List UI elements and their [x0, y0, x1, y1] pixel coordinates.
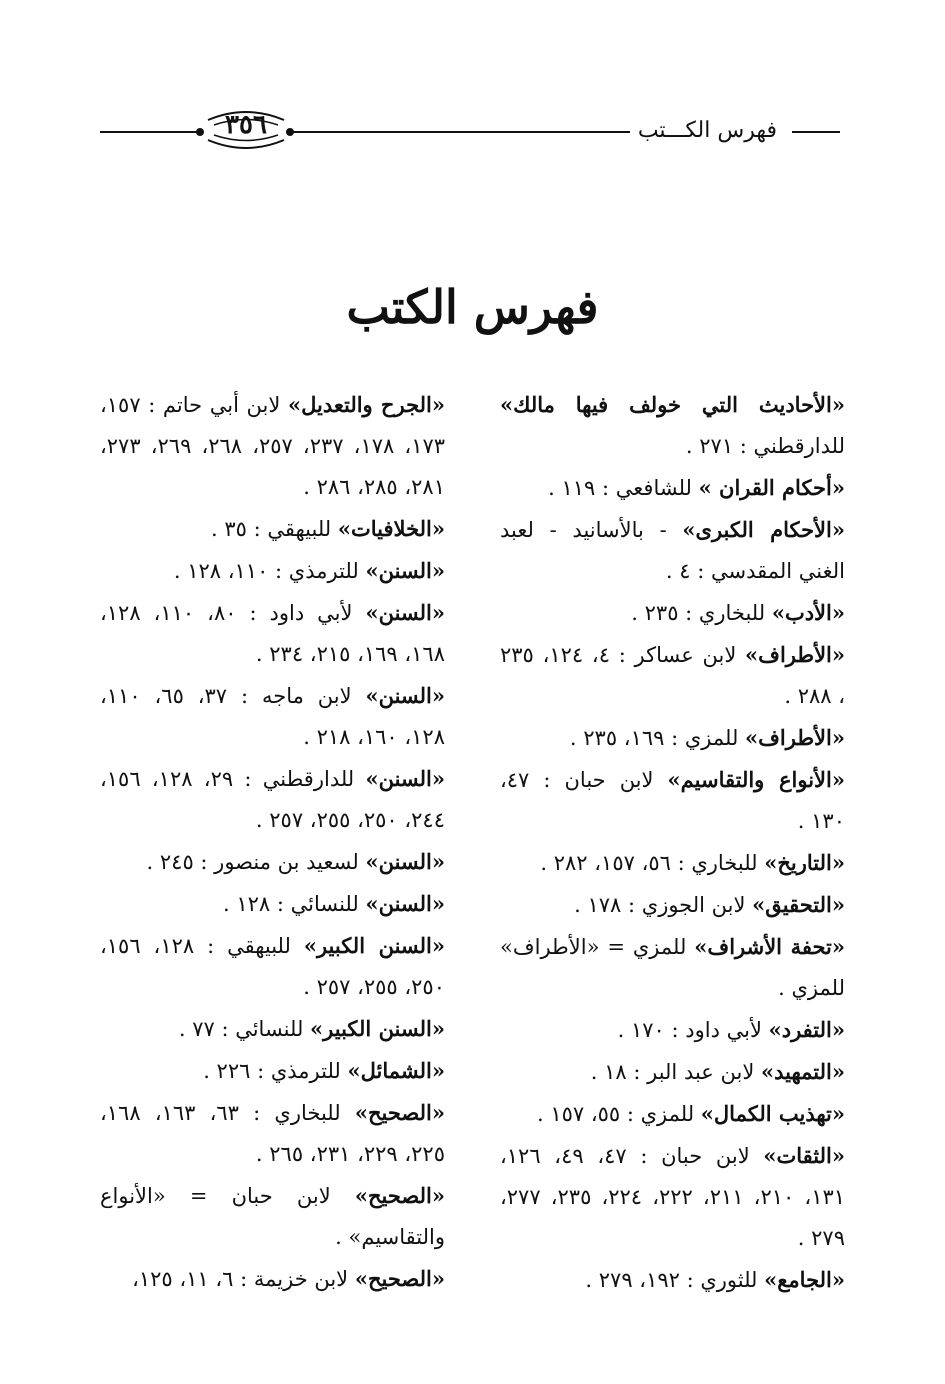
book-title: «تحفة الأشراف» [694, 934, 845, 959]
index-entry [500, 1009, 845, 1051]
entry-references: للنسائي : ١٢٨ . [222, 892, 366, 916]
book-title: «أحكام القران » [698, 475, 845, 500]
index-entry [500, 592, 845, 634]
book-title: «الصحيح» [354, 1100, 445, 1125]
page-title: فهرس الكتب [346, 280, 599, 334]
entry-references: للبخاري : ٦٣، ١٦٣، ١٦٨، ٢٢٥، ٢٢٩، ٢٣١، ٢٦٥ . [100, 1101, 445, 1166]
index-entry [100, 592, 445, 675]
book-title: «السنن» [365, 683, 445, 708]
entry-references: للشافعي : ١١٩ . [548, 476, 699, 500]
index-entry [500, 759, 845, 842]
page-number-frame [204, 106, 288, 154]
entry-references: للدارقطني : ٢٧١ . [685, 434, 845, 458]
index-entry [500, 384, 845, 467]
header-rule-middle [290, 131, 630, 133]
index-entry [100, 384, 445, 508]
entry-references: للمزي : ١٦٩، ٢٣٥ . [569, 726, 746, 750]
index-entry [500, 1051, 845, 1093]
entry-references: للنسائي : ٧٧ . [178, 1017, 311, 1041]
index-entry [100, 1175, 445, 1258]
book-title: «الشمائل» [347, 1058, 445, 1083]
entry-references: لابن خزيمة : ٦، ١١، ١٢٥، [132, 1267, 355, 1291]
index-entry [100, 550, 445, 592]
book-title: «الأطراف» [745, 642, 846, 667]
index-column-left [100, 384, 445, 1300]
entry-references: - بالأسانيد - لعبد الغني المقدسي : ٤ . [500, 518, 845, 583]
entry-references: للبخاري : ٢٣٥ . [631, 601, 772, 625]
index-entry [500, 634, 845, 717]
book-title: «التمهيد» [761, 1059, 845, 1084]
index-entry [500, 1135, 845, 1259]
index-entry [100, 1008, 445, 1050]
entry-references: لأبي داود : ١٧٠ . [617, 1018, 769, 1042]
entry-references: للمزي = «الأطراف» للمزي . [500, 935, 845, 1000]
index-entry [500, 884, 845, 926]
entry-references: للترمذي : ٢٢٦ . [203, 1059, 348, 1083]
running-title: فهرس الكـــتب [630, 118, 785, 143]
entry-references: لأبي داود : ٨٠، ١١٠، ١٢٨، ١٦٨، ١٦٩، ٢١٥، ٢٣٤ . [100, 601, 445, 666]
book-title: «السنن» [365, 600, 446, 625]
book-title: «الصحيح» [354, 1266, 445, 1291]
index-entry [500, 842, 845, 884]
entry-references: لابن حبان = «الأنواع والتقاسيم» . [100, 1184, 445, 1249]
book-title: «السنن الكبير» [310, 1016, 445, 1041]
entry-references: للبيهقي : ٣٥ . [211, 517, 338, 541]
entry-references: لسعيد بن منصور : ٢٤٥ . [146, 850, 366, 874]
entry-references: لابن حبان : ٤٧، ٤٩، ١٢٦، ١٣١، ٢١٠، ٢١١، ٢٢٢، ٢٢٤، ٢٣٥، ٢٧٧، ٢٧٩ . [500, 1144, 846, 1250]
book-title: «الصحيح» [354, 1183, 445, 1208]
page-header [100, 100, 840, 160]
index-entry [100, 925, 445, 1008]
index-column-right [500, 384, 845, 1301]
entry-references: لابن عساكر : ٤، ١٢٤، ٢٣٥ ، ٢٨٨ . [500, 643, 845, 708]
header-rule-left [100, 131, 200, 133]
index-entry [500, 926, 845, 1009]
book-title: «التفرد» [768, 1017, 845, 1042]
index-entry [100, 508, 445, 550]
index-entry [500, 509, 845, 592]
book-title: «التاريخ» [764, 850, 845, 875]
header-rule-right [792, 131, 840, 133]
index-entry [500, 1093, 845, 1135]
index-entry [100, 1258, 445, 1300]
entry-references: لابن أبي حاتم : ١٥٧، ١٧٣، ١٧٨، ٢٣٧، ٢٥٧، ٢٦٨، ٢٦٩، ٢٧٣، ٢٨١، ٢٨٥، ٢٨٦ . [100, 393, 446, 499]
index-entry [100, 883, 445, 925]
entry-references: لابن الجوزي : ١٧٨ . [574, 893, 753, 917]
header-dot-left [196, 128, 204, 136]
book-title: «السنن» [365, 766, 445, 791]
index-entry [100, 1050, 445, 1092]
book-title: «الخلافيات» [337, 516, 445, 541]
book-title: «الأدب» [771, 600, 845, 625]
book-title: «الأحكام الكبرى» [682, 517, 845, 542]
book-title: «السنن» [365, 849, 445, 874]
index-entry [100, 841, 445, 883]
index-entry [100, 1092, 445, 1175]
index-entry [500, 467, 845, 509]
index-entry [100, 675, 445, 758]
book-title: «الثقات» [763, 1143, 845, 1168]
book-title: «التحقيق» [752, 892, 845, 917]
entry-references: للدارقطني : ٢٩، ١٢٨، ١٥٦، ٢٤٤، ٢٥٠، ٢٥٥، ٢٥٧ . [100, 767, 445, 832]
page-number: ٣٥٦ [225, 110, 267, 140]
entry-references: للبيهقي : ١٢٨، ١٥٦، ٢٥٠، ٢٥٥، ٢٥٧ . [100, 934, 445, 999]
entry-references: للمزي : ٥٥، ١٥٧ . [536, 1102, 701, 1126]
entry-references: للثوري : ١٩٢، ٢٧٩ . [585, 1268, 765, 1292]
book-title: «السنن» [365, 891, 445, 916]
entry-references: لابن ماجه : ٣٧، ٦٥، ١١٠، ١٢٨، ١٦٠، ٢١٨ . [100, 684, 445, 749]
book-title: «الأطراف» [745, 725, 845, 750]
book-title: «الأنواع والتقاسيم» [667, 767, 845, 792]
index-entry [500, 717, 845, 759]
book-title: «الأحاديث التي خولف فيها مالك» [500, 392, 845, 417]
entry-references: لابن حبان : ٤٧، ١٣٠ . [500, 768, 845, 833]
book-title: «السنن الكبير» [303, 933, 446, 958]
book-title: «تهذيب الكمال» [700, 1101, 845, 1126]
entry-references: للبخاري : ٥٦، ١٥٧، ٢٨٢ . [540, 851, 765, 875]
entry-references: للترمذي : ١١٠، ١٢٨ . [173, 559, 366, 583]
index-entry [100, 758, 445, 841]
book-title: «الجامع» [764, 1267, 845, 1292]
book-title: «السنن» [365, 558, 445, 583]
index-entry [500, 1259, 845, 1301]
book-title: «الجرح والتعديل» [287, 392, 445, 417]
entry-references: لابن عبد البر : ١٨ . [590, 1060, 761, 1084]
